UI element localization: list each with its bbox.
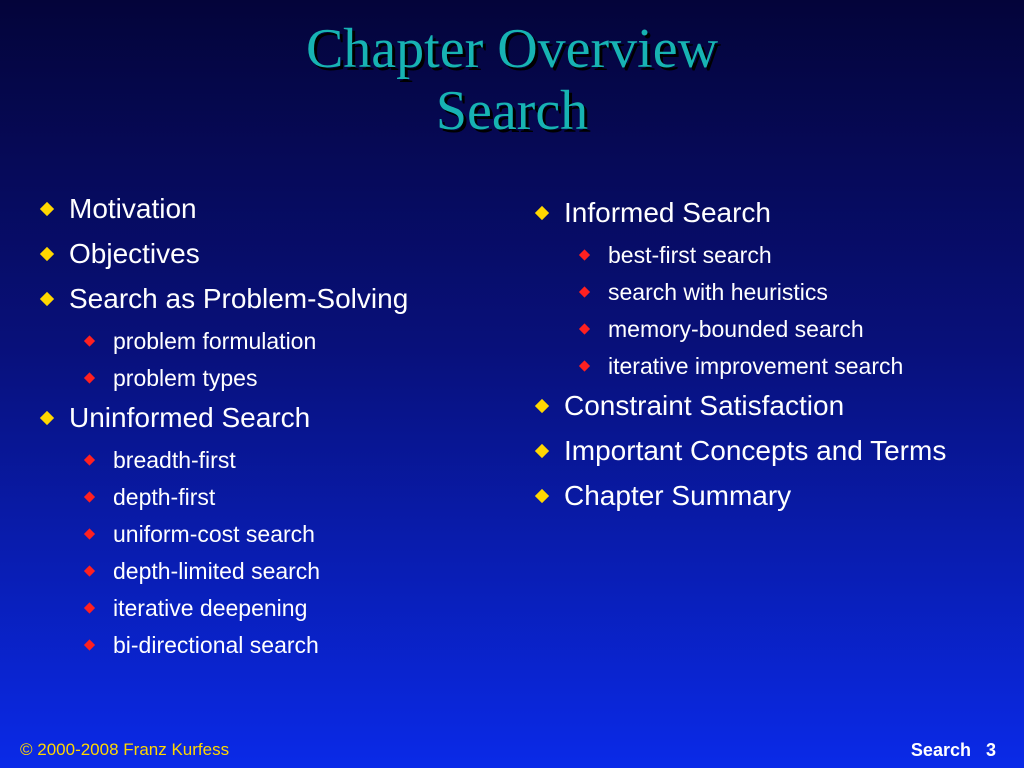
sub-list-uninformed (38, 446, 508, 659)
yellow-diamond-icon (535, 206, 549, 220)
list-item (533, 196, 1003, 230)
red-diamond-icon (84, 529, 95, 540)
list-item (38, 237, 508, 271)
sub-list-item (533, 278, 1003, 306)
title-line-2: Search (435, 80, 589, 142)
footer-section: Search (910, 740, 971, 760)
sub-item-label: depth-first (113, 484, 216, 510)
sub-item-label: iterative deepening (113, 595, 308, 621)
footer-copyright: © 2000-2008 Franz Kurfess (20, 740, 230, 759)
red-diamond-icon (579, 287, 590, 298)
red-diamond-icon (84, 455, 95, 466)
sub-list-item (38, 557, 508, 585)
yellow-diamond-icon (40, 292, 54, 306)
title-line-1: Chapter Overview (305, 18, 719, 80)
sub-list-item (38, 631, 508, 659)
sub-list-informed (533, 241, 1003, 380)
red-diamond-icon (84, 373, 95, 384)
red-diamond-icon (84, 640, 95, 651)
slide-title (0, 18, 1024, 142)
sub-item-label: breadth-first (113, 447, 236, 473)
footer-page-info (911, 740, 996, 761)
red-diamond-icon (84, 566, 95, 577)
yellow-diamond-icon (535, 399, 549, 413)
list-item (533, 389, 1003, 423)
sub-list-problem-solving (38, 327, 508, 392)
yellow-diamond-icon (40, 247, 54, 261)
sub-list-item (533, 241, 1003, 269)
sub-list-item (533, 352, 1003, 380)
sub-item-label: depth-limited search (113, 558, 321, 584)
sub-item-label: iterative improvement search (608, 353, 904, 379)
list-item-label: Search as Problem-Solving (69, 283, 409, 314)
sub-item-label: search with heuristics (608, 279, 828, 305)
yellow-diamond-icon (40, 202, 54, 216)
sub-list-item (38, 327, 508, 355)
left-column (38, 192, 508, 668)
list-item-label: Chapter Summary (564, 480, 792, 511)
red-diamond-icon (579, 324, 590, 335)
red-diamond-icon (579, 250, 590, 261)
red-diamond-icon (84, 603, 95, 614)
sub-list-item (38, 520, 508, 548)
bullet-list-right (533, 196, 1003, 230)
footer-page-number: 3 (985, 740, 996, 760)
list-item-label: Important Concepts and Terms (564, 435, 947, 466)
red-diamond-icon (84, 336, 95, 347)
list-item (533, 434, 1003, 468)
sub-item-label: best-first search (608, 242, 772, 268)
list-item-label: Objectives (69, 238, 200, 269)
sub-item-label: uniform-cost search (113, 521, 315, 547)
sub-item-label: memory-bounded search (608, 316, 864, 342)
red-diamond-icon (579, 361, 590, 372)
list-item-label: Constraint Satisfaction (564, 390, 845, 421)
list-item-label: Motivation (69, 193, 197, 224)
list-item (533, 479, 1003, 513)
sub-list-item (38, 594, 508, 622)
yellow-diamond-icon (535, 444, 549, 458)
bullet-list-left-2 (38, 401, 508, 435)
sub-item-label: problem types (113, 365, 258, 391)
sub-item-label: problem formulation (113, 328, 317, 354)
list-item-label: Uninformed Search (69, 402, 311, 433)
yellow-diamond-icon (40, 411, 54, 425)
bullet-list-right-2 (533, 389, 1003, 513)
yellow-diamond-icon (535, 489, 549, 503)
red-diamond-icon (84, 492, 95, 503)
list-item (38, 282, 508, 316)
right-column (533, 196, 1003, 524)
list-item-label: Informed Search (564, 197, 771, 228)
sub-list-item (38, 364, 508, 392)
sub-list-item (533, 315, 1003, 343)
list-item (38, 401, 508, 435)
bullet-list-left (38, 192, 508, 316)
sub-item-label: bi-directional search (113, 632, 319, 658)
list-item (38, 192, 508, 226)
sub-list-item (38, 446, 508, 474)
sub-list-item (38, 483, 508, 511)
